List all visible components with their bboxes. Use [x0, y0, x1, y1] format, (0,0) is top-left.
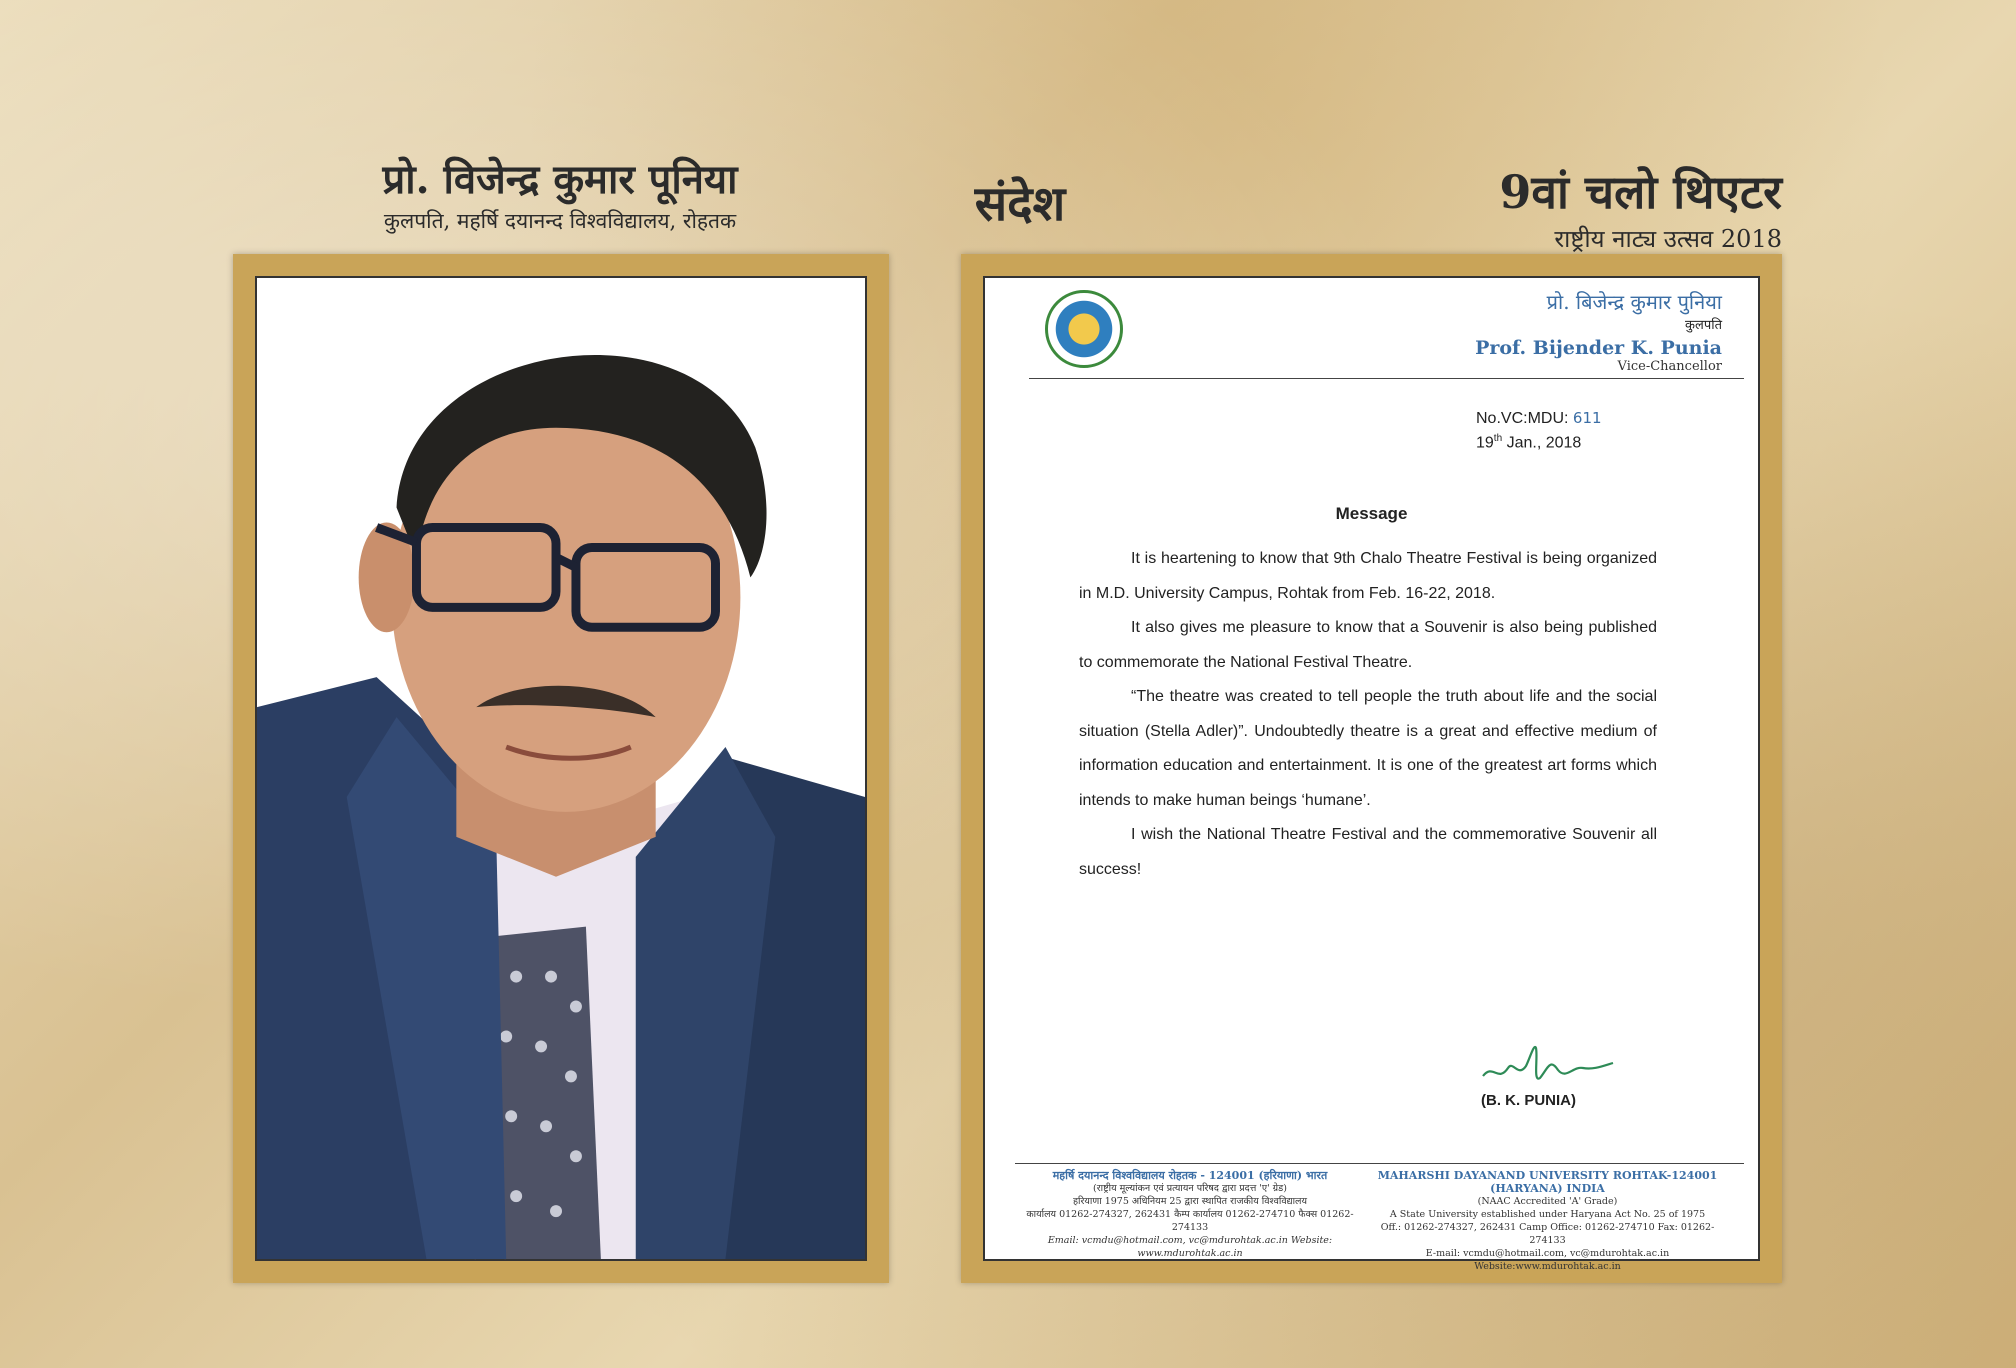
portrait-illustration — [257, 278, 865, 1259]
message-paragraph: It is heartening to know that 9th Chalo Theatre Festival is being organized in M.D. University Campus, Rohtak from Feb. 16-22, 2018. — [1079, 550, 1657, 602]
message-paragraph: “The theatre was created to tell people the truth about life and the social situation (Stella Adler)”. Undoubtedly theatre is a great and effective medium of information education and entertainment. It is one of the greatest art forms which intends to make human beings ‘humane’. — [1079, 688, 1657, 809]
signature-icon — [1478, 1038, 1618, 1093]
page-title: संदेश — [974, 176, 1066, 232]
letterhead — [1475, 288, 1722, 374]
portrait-photo — [255, 276, 867, 1261]
message-paragraph: It also gives me pleasure to know that a Souvenir is also being published to commemorate the National Festival Theatre. — [1079, 619, 1657, 671]
letterhead-name-english: Prof. Bijender K. Punia — [1475, 337, 1722, 359]
letter-document — [983, 276, 1760, 1272]
reference-block — [1476, 408, 1602, 453]
vc-name-heading: प्रो. विजेन्द्र कुमार पूनिया — [382, 156, 738, 203]
festival-title: 9वां चलो थिएटर — [1499, 165, 1782, 219]
footer-english: MAHARSHI DAYANAND UNIVERSITY ROHTAK-124001 (HARYANA) INDIA (NAAC Accredited 'A' Grade) A State University established under Haryana Act No. 25 of 1975 Off.: 01262-274327, 262431 Camp Office: 01262-274710 Fax: 01262-274133 E-mail: vcmdu@hotmail.com, vc@mdurohtak.ac.in Website:www.mdurohtak.ac.in — [1377, 1169, 1718, 1272]
message-title: Message — [1335, 504, 1408, 523]
vc-designation: कुलपति, महर्षि दयानन्द विश्वविद्यालय, रोहतक — [383, 209, 737, 233]
message-paragraph: I wish the National Theatre Festival and the commemorative Souvenir all success! — [1079, 826, 1657, 878]
letterhead-name-hindi: प्रो. बिजेन्द्र कुमार पुनिया — [1546, 290, 1722, 314]
portrait-frame — [233, 254, 889, 1283]
university-seal-icon — [1045, 290, 1123, 368]
festival-subtitle: राष्ट्रीय नाट्य उत्सव 2018 — [1554, 225, 1782, 253]
message-body — [1079, 542, 1657, 887]
footer-divider — [1015, 1163, 1744, 1164]
reference-number: No.VC:MDU: 611 — [1476, 409, 1602, 427]
letterhead-divider — [1029, 378, 1744, 379]
header-right — [1499, 160, 1782, 255]
signatory-name: (B. K. PUNIA) — [1481, 1092, 1576, 1109]
footer-hindi: महर्षि दयानन्द विश्वविद्यालय रोहतक - 124001 (हरियाणा) भारत (राष्ट्रीय मूल्यांकन एवं प्रत्यायन परिषद द्वारा प्रदत्त 'ए' ग्रेड) हरियाणा 1975 अधिनियम 25 द्वारा स्थापित राजकीय विश्वविद्यालय कार्यालय 01262-274327, 262431 कैम्प कार्यालय 01262-274710 फैक्स 01262-274133 Email: vcmdu@hotmail.com, vc@mdurohtak.ac.in Website: www.mdurohtak.ac.in — [1026, 1169, 1354, 1259]
letterhead-role-english: Vice-Chancellor — [1617, 359, 1722, 374]
letter-date: 19th Jan., 2018 — [1476, 433, 1582, 452]
letterhead-role-hindi: कुलपति — [1685, 318, 1722, 333]
header-left — [360, 150, 760, 235]
letter-frame — [961, 254, 1782, 1283]
